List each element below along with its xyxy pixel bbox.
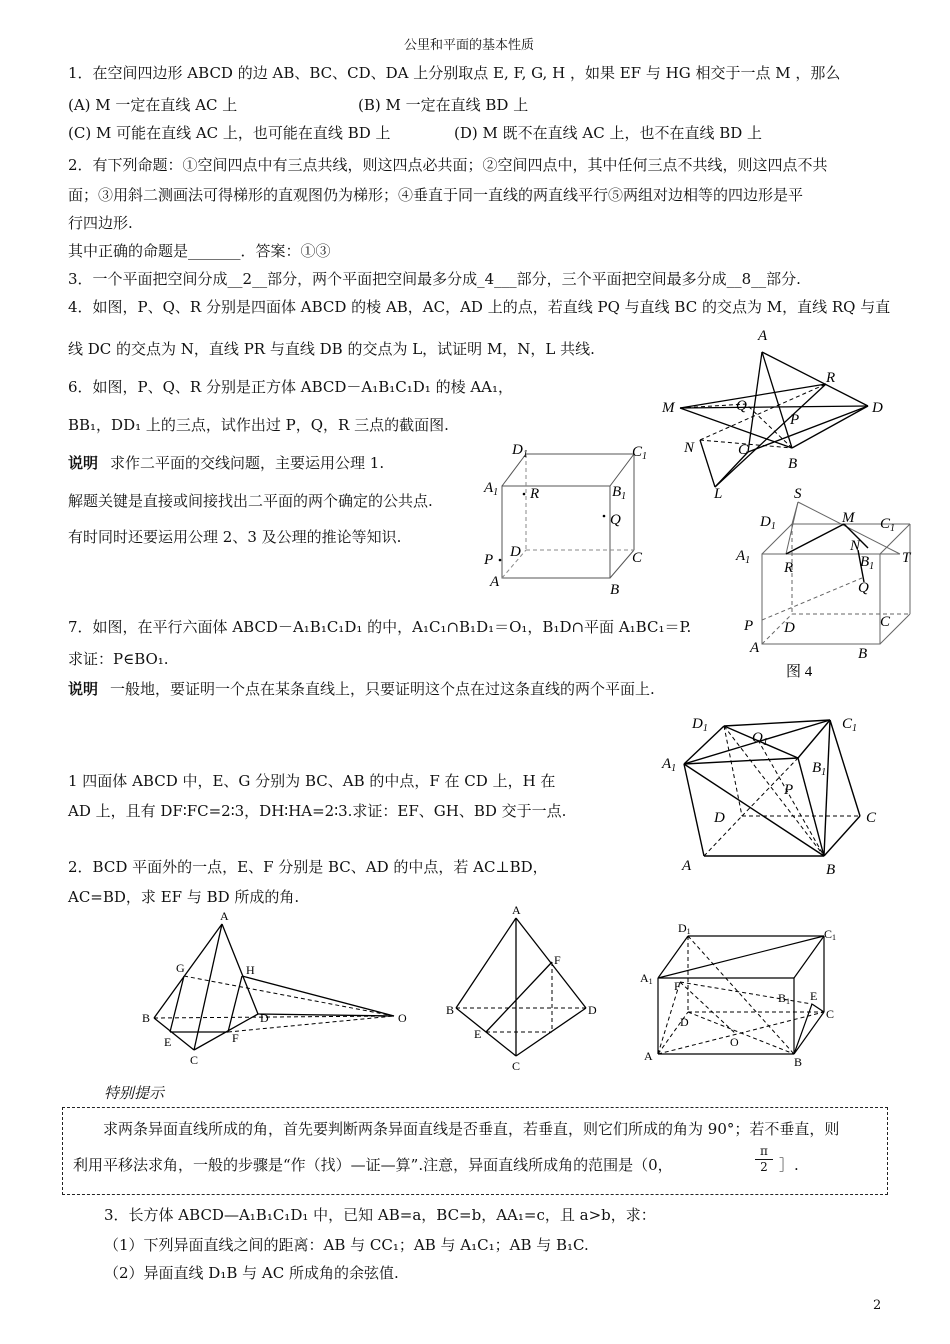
- label-B1: $B_1$: [612, 484, 627, 502]
- label-Q: Q: [610, 512, 621, 528]
- label-B: B: [826, 862, 836, 878]
- label-D1: $D_1$: [692, 716, 708, 734]
- figure-cube-pqr: [482, 438, 652, 604]
- ex3-line1: 3．长方体 ABCD—A₁B₁C₁D₁ 中，已知 AB=a，BC=b，AA₁=c，且 a>b，求：: [104, 1206, 656, 1224]
- label-C: C: [880, 614, 891, 630]
- q7-line1: 7．如图，在平行六面体 ABCD－A₁B₁C₁D₁ 的中，A₁C₁∩B₁D₁＝O₁，B₁D∩平面 A₁BC₁＝P.: [68, 618, 692, 636]
- label-E: E: [474, 1027, 482, 1041]
- label-Q: Q: [858, 580, 869, 596]
- label-O: O: [398, 1011, 407, 1025]
- line-MC: [680, 408, 792, 448]
- label-M: M: [842, 510, 855, 526]
- figure-tetrahedron-ef: [444, 904, 604, 1070]
- q6-line2: BB₁，DD₁ 上的三点，试作出过 P，Q，R 三点的截面图.: [68, 416, 449, 434]
- label-C: C: [866, 810, 877, 826]
- label-R: R: [826, 370, 836, 386]
- line-NR: [700, 384, 826, 440]
- label-C1: $C_1$: [880, 516, 896, 534]
- face-front: [502, 486, 610, 578]
- label-A1: A1: [640, 971, 653, 986]
- label-R: R: [530, 486, 540, 502]
- label-D1: $D_1$: [512, 442, 528, 460]
- label-D: D: [784, 620, 795, 636]
- label-A1: $A_1$: [736, 548, 751, 566]
- label-M: M: [662, 400, 675, 416]
- label-A: A: [682, 858, 692, 874]
- label-F: F: [554, 953, 561, 967]
- label-B: B: [142, 1011, 151, 1025]
- tip-title: 特别提示: [104, 1084, 165, 1102]
- label-S: S: [794, 486, 802, 502]
- label-P: P: [484, 552, 494, 568]
- label-A: A: [758, 328, 768, 344]
- ex3-line3: （2）异面直线 D₁B 与 AC 所成角的余弦值.: [104, 1264, 399, 1282]
- tip-fraction: [755, 1144, 773, 1174]
- label-A: A: [644, 1049, 653, 1063]
- label-A: A: [220, 910, 229, 923]
- label-O: O: [730, 1035, 739, 1049]
- figure-4-section: [730, 484, 920, 684]
- q7-note-label: 说明: [68, 680, 99, 698]
- frac-denominator: 2: [755, 1159, 773, 1174]
- ex3-line2: （1）下列异面直线之间的距离：AB 与 CC₁；AB 与 A₁C₁；AB 与 B₁C.: [104, 1236, 589, 1254]
- q2-line1: 2．有下列命题：①空间四点中有三点共线，则这四点必共面；②空间四点中，其中任何三点不共线，则这四点不共: [68, 156, 828, 174]
- label-B: B: [788, 456, 798, 472]
- tip-line2: 利用平移法求角，一般的步骤是“作（找）—证—算”.注意，异面直线所成角的范围是（0，: [73, 1156, 673, 1174]
- ex2-line2: AC=BD，求 EF 与 BD 所成的角.: [68, 888, 300, 906]
- label-A1: $A_1$: [484, 480, 499, 498]
- label-C: C: [632, 550, 643, 566]
- label-E: E: [810, 989, 818, 1003]
- label-A: A: [512, 904, 521, 917]
- q6-note3: 有时同时还要运用公理 2、3 及公理的推论等知识.: [68, 528, 402, 546]
- label-D: D: [510, 544, 521, 560]
- q7-note1: 一般地，要证明一个点在某条直线上，只要证明这个点在过这条直线的两个平面上.: [110, 680, 655, 698]
- label-P: P: [744, 618, 754, 634]
- ex1-line1: 1 四面体 ABCD 中，E、G 分别为 BC、AB 的中点，F 在 CD 上，H 在: [68, 772, 556, 790]
- label-N: N: [850, 538, 861, 554]
- figure-parallelepiped: [660, 708, 900, 884]
- label-P: P: [790, 412, 800, 428]
- label-B1: $B_1$: [812, 760, 827, 778]
- label-N: N: [684, 440, 695, 456]
- q4-line2: 线 DC 的交点为 N，直线 PR 与直线 DB 的交点为 L，试证明 M，N，L 共线.: [68, 340, 595, 358]
- ex2-line1: 2．BCD 平面外的一点，E、F 分别是 BC、AD 的中点，若 AC⊥BD，: [68, 858, 548, 876]
- label-E: E: [164, 1035, 172, 1049]
- label-C: C: [190, 1053, 199, 1067]
- q6-note2: 解题关键是直接或间接找出二平面的两个确定的公共点.: [68, 492, 433, 510]
- q1-option-a: (A) M 一定在直线 AC 上: [68, 96, 238, 114]
- label-H: H: [246, 963, 255, 977]
- frac-numerator: π: [760, 1144, 768, 1158]
- label-B: B: [794, 1055, 803, 1069]
- label-D: D: [588, 1003, 597, 1017]
- q6-note1: 求作二平面的交线问题，主要运用公理 1.: [110, 454, 385, 472]
- q1-option-b: (B) M 一定在直线 BD 上: [358, 96, 529, 114]
- label-C1: C1: [824, 927, 837, 942]
- label-A: A: [490, 574, 500, 590]
- label-C: C: [512, 1059, 521, 1070]
- label-D: D: [680, 1015, 689, 1029]
- q6-note-label: 说明: [68, 454, 99, 472]
- q2-line3: 行四边形.: [68, 214, 133, 232]
- label-B1: $B_1$: [860, 554, 875, 572]
- page-title: 公里和平面的基本性质: [404, 38, 535, 53]
- q2-answer: 其中正确的命题是_______．答案：①③: [68, 242, 331, 260]
- label-D: D: [260, 1011, 269, 1025]
- q1-stem: 1．在空间四边形 ABCD 的边 AB、BC、CD、DA 上分别取点 E, F, G, H ，如果 EF 与 HG 相交于一点 M ，那么: [68, 64, 841, 82]
- q3-text: 3．一个平面把空间分成__2__部分，两个平面把空间最多分成_4___部分，三个平面把空间最多分成__8__部分.: [68, 270, 801, 288]
- label-B: B: [610, 582, 620, 598]
- label-B1: B1: [778, 991, 791, 1006]
- figure-tetrahedron-mnl: [650, 322, 900, 502]
- label-Q: Q: [736, 398, 747, 414]
- label-G: G: [176, 961, 185, 975]
- tip-box: [62, 1107, 888, 1195]
- q1-option-d: (D) M 既不在直线 AC 上，也不在直线 BD 上: [454, 124, 763, 142]
- edge-BD: [748, 406, 868, 452]
- q6-line1: 6．如图，P、Q、R 分别是正方体 ABCD－A₁B₁C₁D₁ 的棱 AA₁，: [68, 378, 514, 396]
- label-D1: D1: [678, 921, 691, 936]
- tip-line1: 求两条异面直线所成的角，首先要判断两条异面直线是否垂直，若垂直，则它们所成的角为 90°；若不垂直，则: [103, 1120, 840, 1138]
- q2-line2: 面；③用斜二测画法可得梯形的直观图仍为梯形；④垂直于同一直线的两直线平行⑤两组对边相等的四边形是平: [68, 186, 804, 204]
- label-C: C: [826, 1007, 835, 1021]
- label-T: T: [902, 550, 911, 566]
- point-Q: [603, 515, 606, 518]
- q4-line1: 4．如图，P、Q、R 分别是四面体 ABCD 的棱 AB，AC，AD 上的点，若直线 PQ 与直线 BC 的交点为 M，直线 RQ 与直: [68, 298, 891, 316]
- q7-line2: 求证：P∈BO₁.: [68, 650, 169, 668]
- line-LN: [700, 440, 715, 487]
- label-F: F: [232, 1031, 239, 1045]
- ex1-line2: AD 上，且有 DF∶FC=2∶3，DH∶HA=2∶3.求证：EF、GH、BD 交于一点.: [68, 802, 567, 820]
- label-B: B: [858, 646, 868, 662]
- label-C1: $C_1$: [632, 444, 648, 462]
- point-R: [523, 493, 526, 496]
- figure-cuboid-efo: [636, 918, 856, 1070]
- edge-CD: [792, 406, 868, 448]
- label-A1: $A_1$: [662, 756, 677, 774]
- label-L: L: [714, 486, 723, 502]
- label-C: C: [738, 442, 749, 458]
- label-C1: $C_1$: [842, 716, 858, 734]
- page-number: 2: [873, 1298, 882, 1313]
- q1-option-c: (C) M 可能在直线 AC 上，也可能在直线 BD 上: [68, 124, 391, 142]
- label-R: R: [784, 560, 794, 576]
- label-D1: $D_1$: [760, 514, 776, 532]
- label-D: D: [714, 810, 725, 826]
- label-F: F: [674, 979, 681, 993]
- point-P: [499, 559, 502, 562]
- label-B: B: [446, 1003, 455, 1017]
- label-A: A: [750, 640, 760, 656]
- tip-line2-end: ］.: [779, 1156, 799, 1174]
- figure-tetrahedron-ghbo: [140, 910, 410, 1070]
- edge-AD: [762, 352, 868, 406]
- label-D: D: [872, 400, 883, 416]
- label-P: P: [784, 782, 794, 798]
- figure-4-caption: 图 4: [786, 664, 813, 680]
- label-O1: $O_1$: [752, 730, 768, 748]
- edge-AC: [762, 352, 792, 448]
